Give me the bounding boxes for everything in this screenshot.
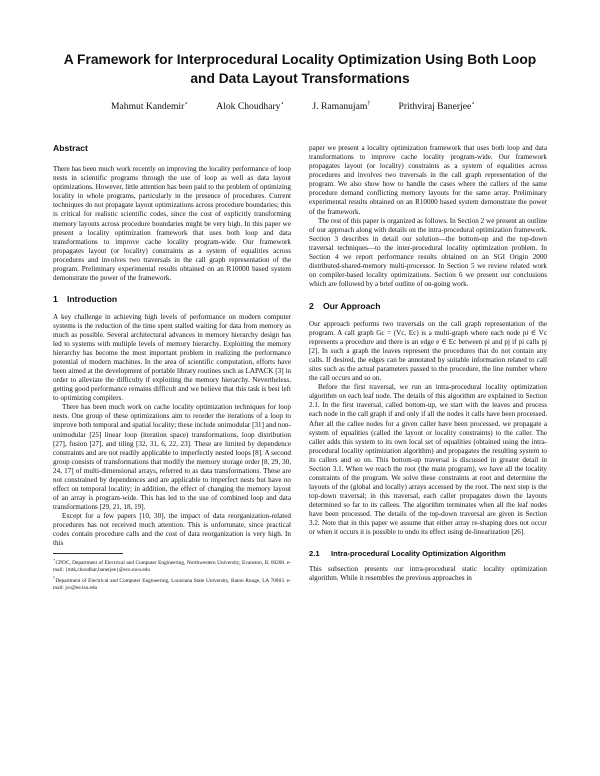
paragraph: There has been much work on cache locality optimization techniques for loop nests. One group of these optimizations aim to reorder the iterations of a loop to improve both temporal and spatial locality; these include unimodular [31] and non-unimodular [25] linear loop (iteration space) transformations, loop distribution [27], fusion [27], and tiling [32, 31, 6, 22, 23]. These are limited by dependence constraints and are not readily applicable to imperfectly nested loops [8]. A second group consists of transformations that modify the memory storage order [8, 29, 30, 24, 17] of multi-dimensional arrays, referred to as data transformations. These are not constrained by dependences and are applicable to imperfect nests but have no effect on temporal locality; in addition, the effect of changing the memory layout of an array is program-wide. This has led to the use of combined loop and data transformations [29, 21, 18, 19]. [53, 403, 291, 511]
subsection-heading: 2.1 Intra-procedural Locality Optimization Algorithm [309, 549, 506, 559]
section-heading-our-approach: 2 Our Approach [309, 300, 381, 311]
author: J. Ramanujam† [312, 101, 371, 113]
author: Alok Choudhary⋆ [216, 101, 285, 113]
left-column [53, 144, 291, 591]
paragraph: This subsection presents our intra-procedural static locality optimization algorithm. While it resembles the previous approaches in [309, 565, 547, 583]
paper-title: A Framework for Interprocedural Locality Optimization Using Both Loop and Data Layout Transformations [63, 52, 537, 86]
paragraph: The rest of this paper is organized as follows. In Section 2 we present an outline of our approach along with details on the intra-procedural optimization framework. Section 3 describes in detail our solution—the bottom-up and the top-down traversal techniques—to the inter-procedural locality optimization problem. In Section 4 we report performance results obtained on an SGI Origin 2000 distributed-shared-memory multi-processor. In Section 5 we review related work on compiler-based locality optimizations. Section 6 we present our conclusions which are followed by a brief outline of on-going work. [309, 216, 547, 288]
paragraph: paper we present a locality optimization framework that uses both loop and data transformations to improve cache locality program-wide. Our framework propagates layout (or locality) constraints as a system of equalities across procedures and involves two traversals in the call graph representation of the program. We also show how to handle the cases where the callers of the same procedure demand conflicting memory layouts for the same array. Preliminary experimental results obtained on an R10000 based system demonstrate the power of the framework. [309, 144, 547, 216]
section-heading-introduction: 1 Introduction [53, 293, 118, 304]
abstract-heading: Abstract [53, 143, 88, 154]
author: Prithviraj Banerjee⋆ [398, 101, 475, 113]
footnote: †Department of Electrical and Computer Engineering, Louisiana State University, Baton Rouge, LA 70803. e-mail: jxr@ee.lsu.edu [53, 574, 291, 591]
two-column-body [53, 144, 547, 591]
paragraph: A key challenge in achieving high levels of performance on modern computer systems is the reduction of the time spent stalled waiting for data from memory as much as possible. Several architectural advances in memory hierarchy design has led to systems with multiple levels of memory hierarchy. Exploiting the memory hierarchy has become the most important problem in realizing the performance potential of modern machines. In the area of scientific computation, efforts have been aimed at the development of portable library routines such as LAPACK [3] in order to alleviate the difficulty if exploiting the memory hierarchy. Nevertheless, getting good performance remains difficult and we believe that this task is best left to optimizing compilers. [53, 312, 291, 403]
footnote: ⋆CPDC, Department of Electrical and Computer Engineering, Northwestern University, Evanston, IL 60208. e-mail: {mtk,choudhar,banerjee}@ece.nwu.edu [53, 557, 291, 573]
footnotes [53, 553, 291, 592]
author-list [111, 98, 475, 113]
author: Mahmut Kandemir⋆ [111, 101, 189, 113]
paragraph: Before the first traversal, we run an intra-procedural locality optimization algorithm on each leaf node. The details of this algorithm are explained in Section 2.1. In the first traversal, called bottom-up, we start with the leaves and process each node in the call graph if and only if all the nodes it calls have been processed. After all the callee nodes for a given caller have been processed, we propagate a system of equalities (called the layout or locality constraints) to the caller. The caller adds this system to its own local set of equalities (obtained using the intra-procedural locality optimization algorithm) and propagates the resulting system to its callers and so on. This bottom-up traversal is discussed in greater detail in Section 3.1. When we reach the root (the main program), we have all the locality constraints of the program. We solve these constraints at root and determine the layouts of the (global and locally) arrays accessed by the root. The next step is the top-down traversal; in this traversal, each caller propagates down the layouts determined so far to its callees. The algorithm terminates when all the leaf nodes have been processed. The details of the top-down traversal are given in Section 3.2. Note that in this paper we assume that either array re-shaping does not occur or when it occurs it is possible to undo its effect using de-linearization [26]. [309, 383, 547, 537]
paragraph: Except for a few papers [10, 30], the impact of data reorganization-related procedures has not received much attention. This is unfortunate, since practical codes contain procedure calls and the cost of data reorganization is very high. In this [53, 511, 291, 548]
abstract-text: There has been much work recently on improving the locality performance of loop nests in scientific programs through the use of loop as well as data layout optimizations. However, little attention has been paid to the problem of optimizing locality in whole programs, particularly in the presence of procedures. Current techniques do not propagate layout optimizations across procedure boundaries; this is critical for realistic scientific codes, since the cost of explicitly transforming memory layouts across procedure boundaries might be very high. In this paper we present a locality optimization framework that uses both loop and data transformations to improve cache locality program-wide. Our framework propagates layout (or locality) constraints as a system of equalities across procedures and involves two traversals in the call graph representation of the program. Preliminary experimental results obtained on an R10000 based system demonstrate the power of the framework. [53, 165, 291, 282]
right-column [309, 144, 547, 591]
paragraph: Our approach performs two traversals on the call graph representation of the program. A call graph Gc = (Vc, Ec) is a multi-graph where each node pi ∈ Vc represents a procedure and there is an edge e ∈ Ec between pi and pj if pi calls pj [2]. In such a graph the leaves represent the procedures that do not contain any calls. If desired, the edges can be annotated by suitable information related to call sites such as the actual parameters passed to the procedure, the line number where the call occurs and so on. [309, 319, 547, 383]
